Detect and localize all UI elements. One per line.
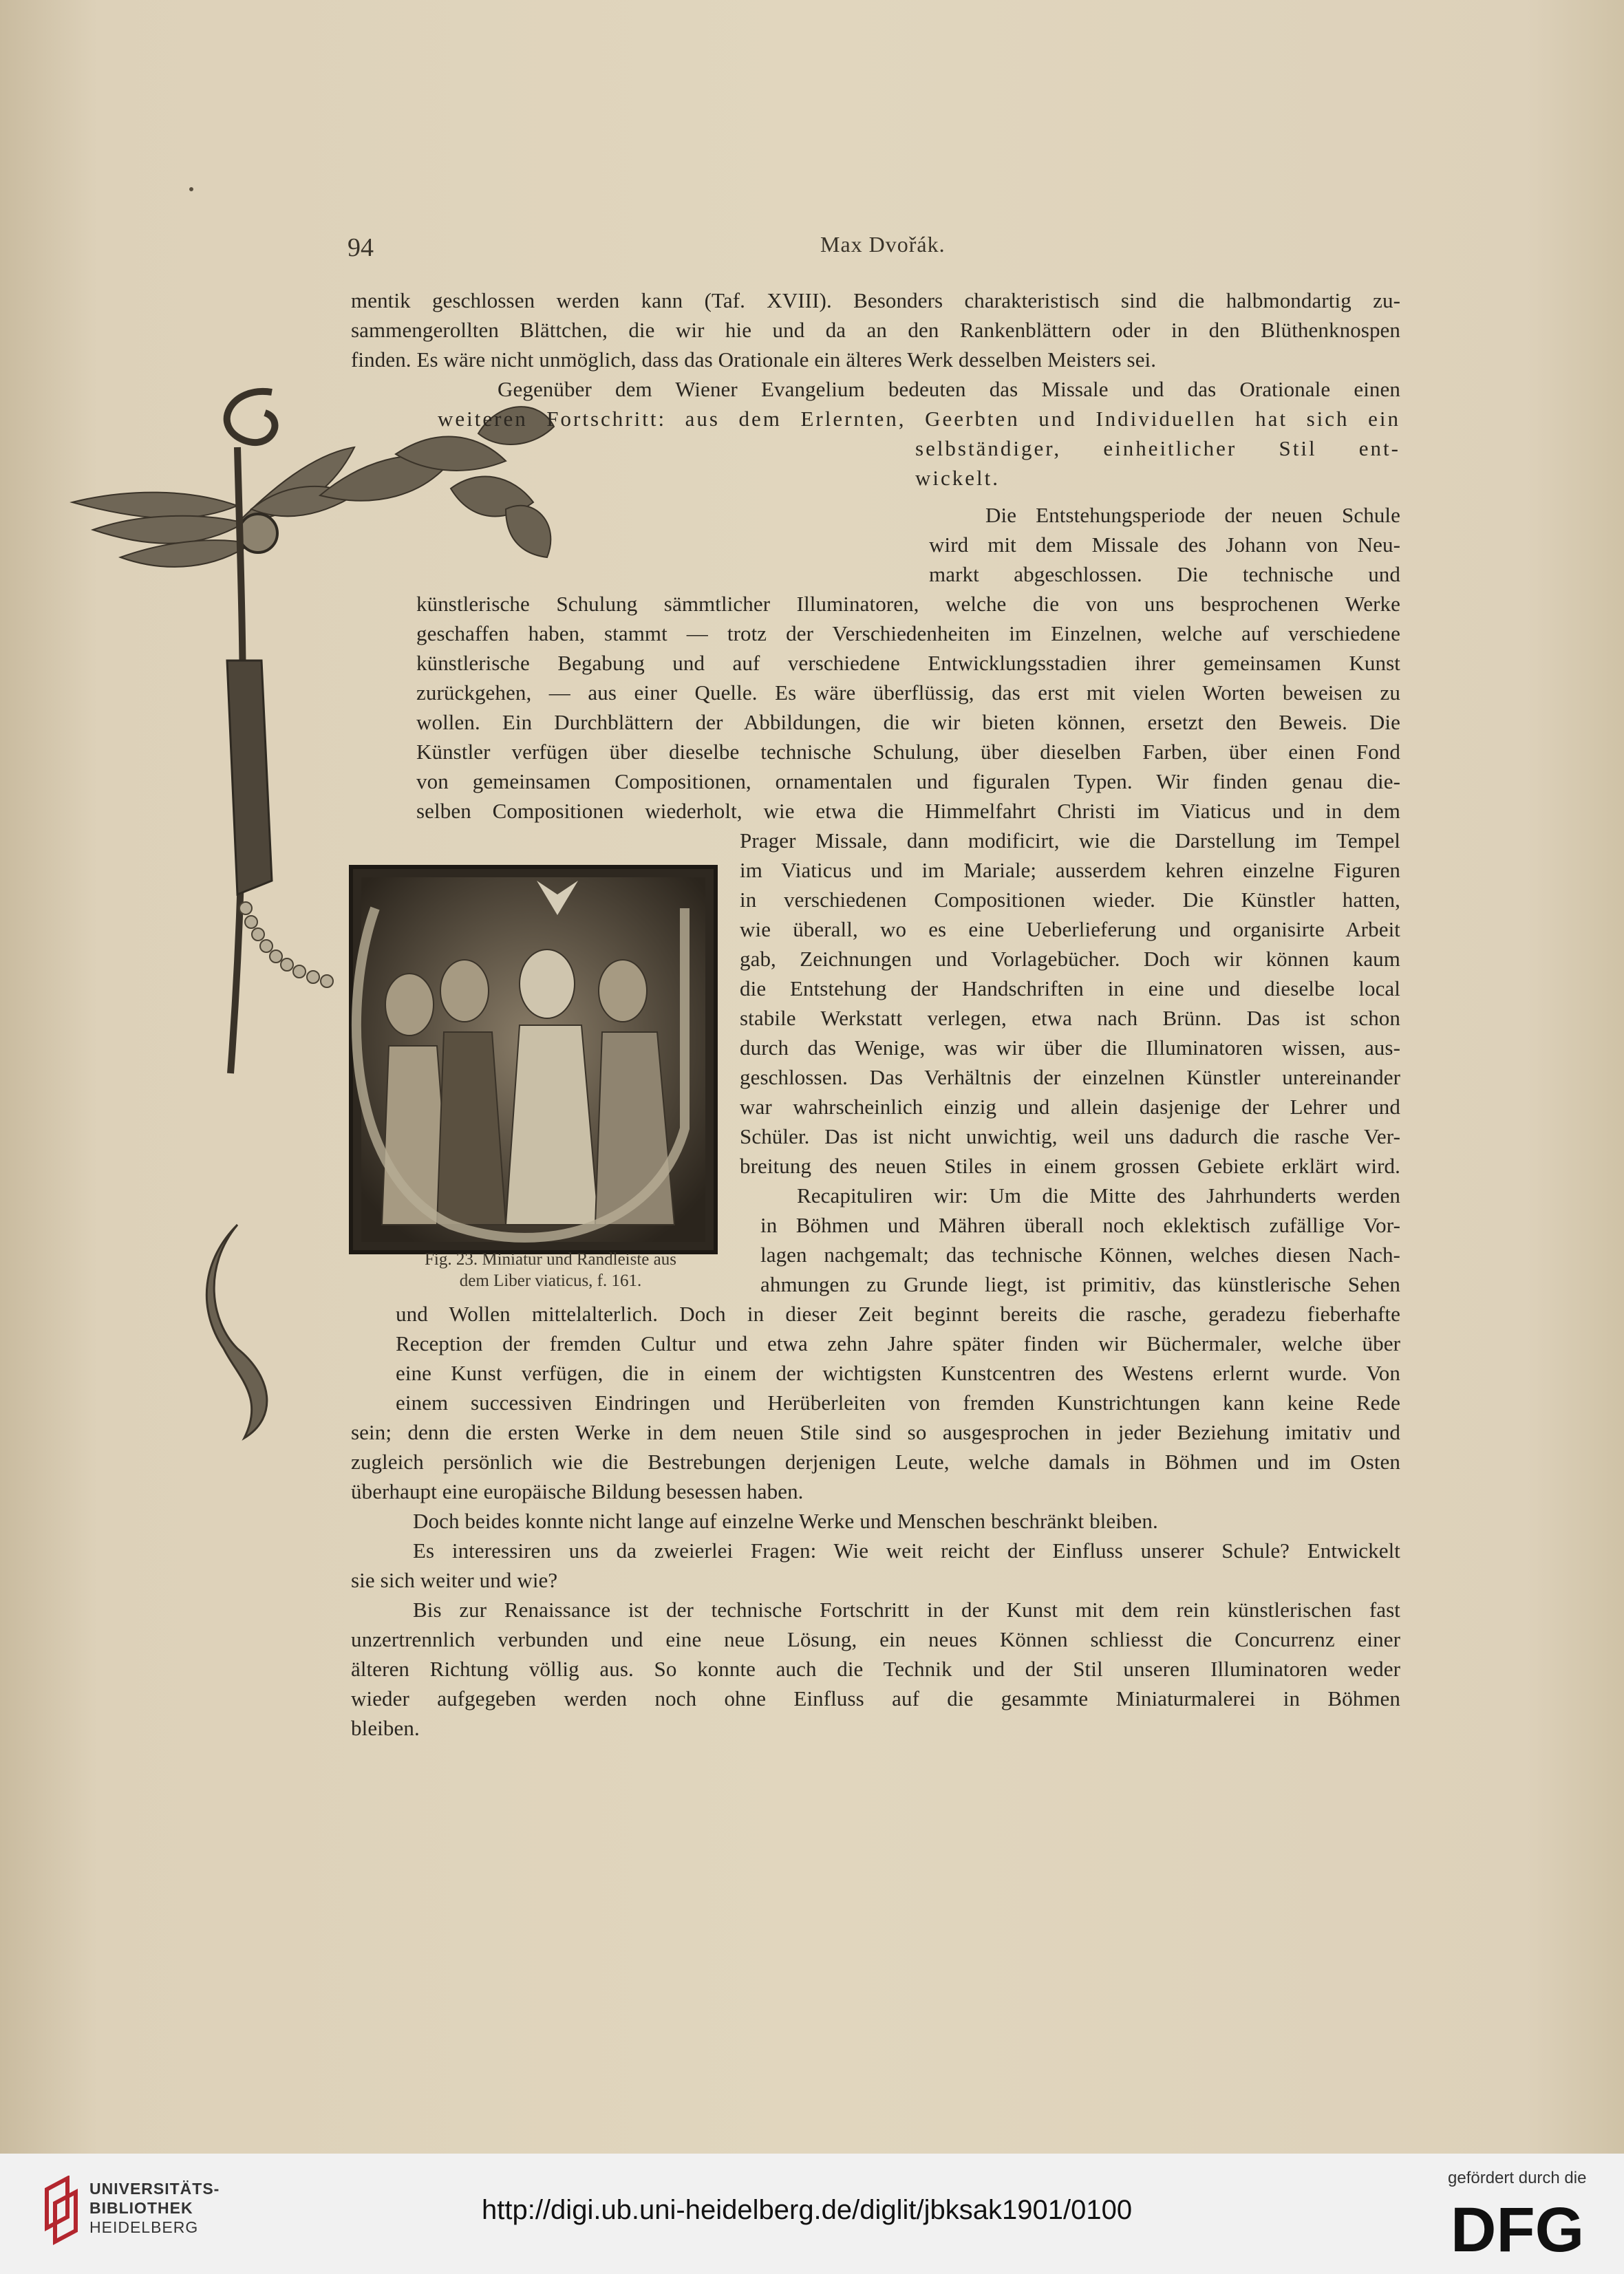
text-line: künstlerische Begabung und auf verschiedene Entwicklungsstadien ihrer gemeinsamen Kunst bbox=[416, 651, 1400, 675]
text-line: künstlerische Schulung sämmtlicher Illuminatoren, welche die von uns besprochenen Werke bbox=[416, 592, 1400, 616]
text-line: Gegenüber dem Wiener Evangelium bedeuten das Missale und das Orationale einen bbox=[498, 377, 1400, 401]
text-line: weiteren Fortschritt: aus dem Erlernten, Geerbten und Individuellen hat sich ein bbox=[438, 407, 1400, 431]
text-line: Doch beides konnte nicht lange auf einzelne Werke und Menschen beschränkt bleiben. bbox=[413, 1509, 1158, 1533]
caption-line: dem Liber viaticus, f. 161. bbox=[459, 1272, 642, 1290]
text-line: im Viaticus und im Mariale; ausserdem kehren einzelne Figuren bbox=[740, 858, 1400, 882]
text-line: Reception der fremden Cultur und etwa zehn Jahre später finden wir Büchermaler, welche über bbox=[396, 1331, 1400, 1355]
illuminated-initial-figure bbox=[65, 385, 754, 1459]
text-line: finden. Es wäre nicht unmöglich, dass das Orationale ein älteres Werk desselben Meisters sei. bbox=[351, 347, 1157, 372]
text-line: in Böhmen und Mähren überall noch eklektisch zufällige Vor- bbox=[760, 1213, 1400, 1237]
text-line: wird mit dem Missale des Johann von Neu- bbox=[929, 533, 1400, 557]
text-line: unzertrennlich verbunden und eine neue Lösung, ein neues Können schliesst die Concurrenz einer bbox=[351, 1627, 1400, 1651]
dfg-logo-text: DFG bbox=[1451, 2196, 1585, 2258]
caption-line: Fig. 23. Miniatur und Randleiste aus bbox=[425, 1250, 676, 1269]
text-line: zugleich persönlich wie die Bestrebungen derjenigen Leute, welche damals in Böhmen und im Osten bbox=[351, 1450, 1400, 1474]
text-line: gab, Zeichnungen und Vorlagebücher. Doch wir können kaum bbox=[740, 947, 1400, 971]
funding-label: gefördert durch die bbox=[1448, 2169, 1587, 2187]
face-medallion bbox=[239, 514, 277, 553]
apostle-figures bbox=[382, 950, 674, 1225]
text-line: selbständiger, einheitlicher Stil ent- bbox=[915, 436, 1400, 460]
text-line: eine Kunst verfügen, die in einem der wichtigsten Kunstcentren des Westens erlernt wurde. Von bbox=[396, 1361, 1400, 1385]
text-line: Prager Missale, dann modificirt, wie die Darstellung im Tempel bbox=[740, 828, 1400, 852]
text-line: ahmungen zu Grunde liegt, ist primitiv, das künstlerische Sehen bbox=[760, 1272, 1400, 1296]
figure-caption bbox=[382, 1249, 719, 1291]
text-line: älteren Richtung völlig aus. So konnte auch die Technik und der Stil unseren Illuminatoren weder bbox=[351, 1657, 1400, 1681]
pearl-beads bbox=[239, 902, 333, 987]
text-line: die Entstehung der Handschriften in eine und dieselbe local bbox=[740, 976, 1400, 1000]
running-head: Max Dvořák. bbox=[820, 232, 945, 257]
text-line: geschlossen. Das Verhältnis der einzelnen Künstler untereinander bbox=[740, 1065, 1400, 1089]
library-name-line: UNIVERSITÄTS- bbox=[89, 2180, 220, 2198]
permalink-url[interactable]: http://digi.ub.uni-heidelberg.de/diglit/jbksak1901/0100 bbox=[482, 2195, 1133, 2225]
text-line: Schüler. Das ist nicht unwichtig, weil uns dadurch die rasche Ver- bbox=[740, 1124, 1400, 1148]
library-name-line: HEIDELBERG bbox=[89, 2218, 199, 2236]
decorative-band bbox=[227, 661, 272, 894]
dfg-logo-icon bbox=[1448, 2196, 1599, 2258]
text-line: in verschiedenen Compositionen wieder. Die Künstler hatten, bbox=[740, 888, 1400, 912]
text-line: selben Compositionen wiederholt, wie etwa die Himmelfahrt Christi im Viaticus und in dem bbox=[416, 799, 1400, 823]
text-line: lagen nachgemalt; das technische Können, welches diesen Nach- bbox=[760, 1243, 1400, 1267]
text-line: und Wollen mittelalterlich. Doch in dieser Zeit beginnt bereits die rasche, geradezu fieberhafte bbox=[396, 1302, 1400, 1326]
text-line: Künstler verfügen über dieselbe technische Schulung, über dieselben Farben, über einen Fond bbox=[416, 740, 1400, 764]
text-line: überhaupt eine europäische Bildung besessen haben. bbox=[351, 1479, 804, 1503]
text-line: einem successiven Eindringen und Herüberleiten von fremden Kunstrichtungen kann keine Rede bbox=[396, 1391, 1400, 1415]
left-leaf-spray bbox=[72, 447, 354, 567]
text-line: mentik geschlossen werden kann (Taf. XVIII). Besonders charakteristisch sind die halbmondartig zu- bbox=[351, 288, 1400, 312]
text-line: wickelt. bbox=[915, 466, 1000, 490]
text-line: war wahrscheinlich einzig und allein dasjenige der Lehrer und bbox=[740, 1095, 1400, 1119]
text-line: sammengerollten Blättchen, die wir hie und da an den Rankenblättern oder in den Blüthenknospen bbox=[351, 318, 1400, 342]
library-name-line: BIBLIOTHEK bbox=[89, 2199, 193, 2217]
text-line: sein; denn die ersten Werke in dem neuen Stile sind so ausgesprochen in jeder Beziehung imitativ und bbox=[351, 1420, 1400, 1444]
library-logo-icon bbox=[41, 2176, 88, 2251]
lower-leaf bbox=[206, 1225, 267, 1438]
text-line: Es interessiren uns da zweierlei Fragen: Wie weit reicht der Einfluss unserer Schule? Entwickelt bbox=[413, 1538, 1400, 1563]
text-line: Bis zur Renaissance ist der technische Fortschritt in der Kunst mit dem rein künstlerischen fast bbox=[413, 1598, 1400, 1622]
text-line: Recapituliren wir: Um die Mitte des Jahrhunderts werden bbox=[797, 1183, 1400, 1208]
text-line: bleiben. bbox=[351, 1716, 420, 1740]
text-line: durch das Wenige, was wir über die Illuminatoren wissen, aus- bbox=[740, 1036, 1400, 1060]
text-line: geschaffen haben, stammt — trotz der Verschiedenheiten im Einzelnen, welche auf verschiedene bbox=[416, 621, 1400, 645]
text-line: breitung des neuen Stiles in einem grossen Gebiete erklärt wird. bbox=[740, 1154, 1400, 1178]
scan-speck bbox=[189, 187, 193, 191]
text-line: von gemeinsamen Compositionen, ornamentalen und figuralen Typen. Wir finden genau die- bbox=[416, 769, 1400, 793]
top-curl bbox=[227, 391, 275, 442]
page-number: 94 bbox=[348, 233, 374, 262]
text-line: wieder aufgegeben werden noch ohne Einfluss auf die gesammte Miniaturmalerei in Böhmen bbox=[351, 1686, 1400, 1710]
text-line: zurückgehen, — aus einer Quelle. Es wäre überflüssig, das erst mit vielen Worten beweisen zu bbox=[416, 680, 1400, 705]
text-line: wie überall, wo es eine Ueberlieferung und organisirte Arbeit bbox=[740, 917, 1400, 941]
text-line: wollen. Ein Durchblättern der Abbildungen, die wir bieten können, ersetzt den Beweis. Die bbox=[416, 710, 1400, 734]
text-line: Die Entstehungsperiode der neuen Schule bbox=[985, 503, 1400, 527]
text-line: stabile Werkstatt verlegen, etwa nach Brünn. Das ist schon bbox=[740, 1006, 1400, 1030]
text-line: markt abgeschlossen. Die technische und bbox=[929, 562, 1400, 586]
text-line: sie sich weiter und wie? bbox=[351, 1568, 558, 1592]
